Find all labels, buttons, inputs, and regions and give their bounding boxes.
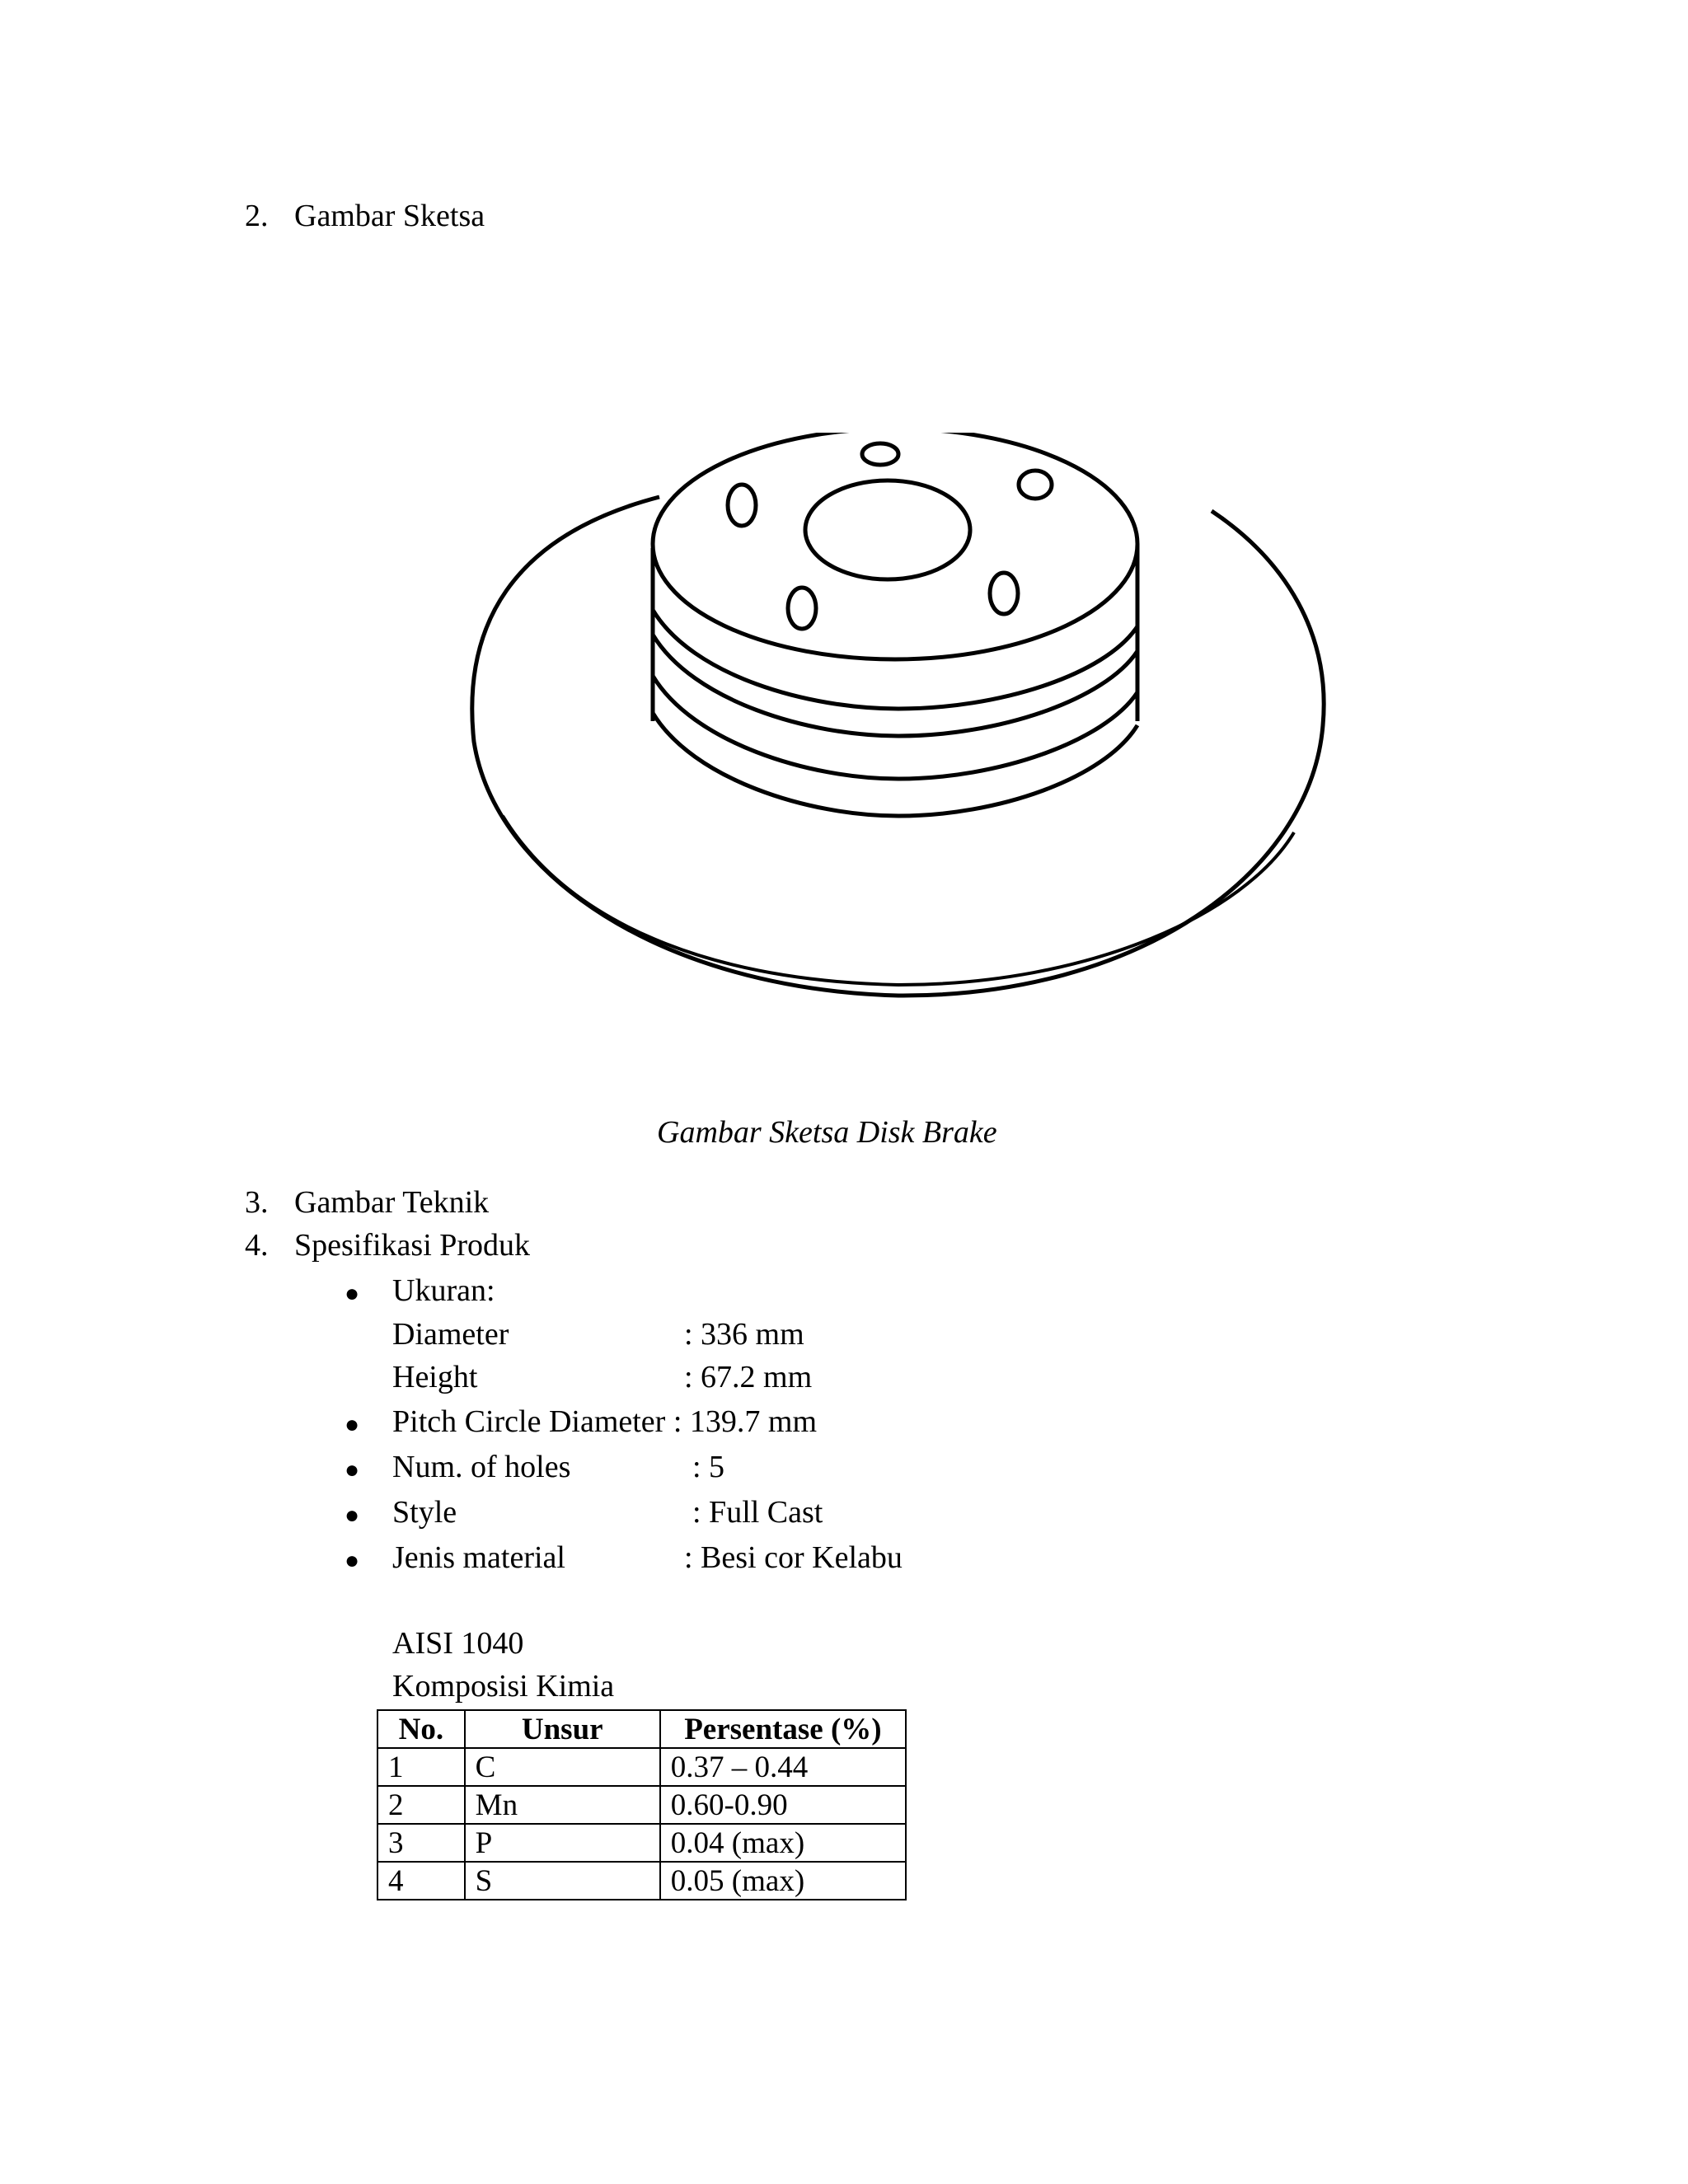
- diameter-label: Diameter: [392, 1317, 509, 1352]
- table-row: [377, 1824, 906, 1862]
- row-unsur: C: [465, 1748, 660, 1786]
- hub-ring-3: [653, 676, 1137, 779]
- table-row: [377, 1748, 906, 1786]
- hub-ring-2: [653, 635, 1137, 736]
- section-2-number: 2.: [245, 199, 269, 233]
- row-persentase: 0.05 (max): [660, 1862, 906, 1900]
- hub-ring-4: [653, 713, 1137, 816]
- center-bore: [805, 480, 970, 579]
- diameter-value: : 336 mm: [684, 1317, 804, 1352]
- height-value: : 67.2 mm: [684, 1360, 813, 1394]
- row-no: 3: [377, 1824, 465, 1862]
- disk-lower-edge: [503, 816, 1294, 985]
- ukuran-label: Ukuran:: [392, 1273, 495, 1308]
- section-2-title: Gambar Sketsa: [294, 199, 485, 233]
- hub-top-face: [653, 433, 1137, 659]
- table-header-row: [377, 1710, 906, 1748]
- pcd-spec: Pitch Circle Diameter : 139.7 mm: [392, 1404, 818, 1439]
- row-persentase: 0.37 – 0.44: [660, 1748, 906, 1786]
- table-row: [377, 1786, 906, 1824]
- bolt-hole-5: [788, 588, 816, 629]
- bullet-icon: ●: [345, 1280, 360, 1307]
- material-label: Jenis material: [392, 1540, 565, 1575]
- row-unsur: S: [465, 1862, 660, 1900]
- row-no: 4: [377, 1862, 465, 1900]
- header-unsur: Unsur: [465, 1710, 660, 1748]
- row-unsur: Mn: [465, 1786, 660, 1824]
- bolt-hole-4: [990, 573, 1018, 614]
- section-4-number: 4.: [245, 1228, 269, 1263]
- disk-brake-sketch: [462, 433, 1335, 1026]
- header-persentase: Persentase (%): [660, 1710, 906, 1748]
- row-no: 2: [377, 1786, 465, 1824]
- section-4-title: Spesifikasi Produk: [294, 1228, 531, 1263]
- style-label: Style: [392, 1495, 457, 1530]
- material-value: : Besi cor Kelabu: [684, 1540, 903, 1575]
- row-persentase: 0.60-0.90: [660, 1786, 906, 1824]
- row-persentase: 0.04 (max): [660, 1824, 906, 1862]
- header-no: No.: [377, 1710, 465, 1748]
- figure-caption: Gambar Sketsa Disk Brake: [657, 1115, 997, 1150]
- row-no: 1: [377, 1748, 465, 1786]
- row-unsur: P: [465, 1824, 660, 1862]
- bolt-hole-3: [728, 485, 756, 526]
- section-3-number: 3.: [245, 1185, 269, 1220]
- height-label: Height: [392, 1360, 478, 1394]
- bullet-icon: ●: [345, 1502, 360, 1529]
- style-value: : Full Cast: [692, 1495, 823, 1530]
- bolt-hole-2: [1019, 471, 1052, 499]
- bullet-icon: ●: [345, 1456, 360, 1483]
- holes-value: : 5: [692, 1450, 725, 1484]
- composition-table: [377, 1709, 907, 1900]
- holes-label: Num. of holes: [392, 1450, 571, 1484]
- bullet-icon: ●: [345, 1547, 360, 1574]
- section-3-title: Gambar Teknik: [294, 1185, 490, 1220]
- komposisi-label: Komposisi Kimia: [392, 1669, 615, 1704]
- table-row: [377, 1862, 906, 1900]
- disk-outer-rim: [472, 497, 1324, 996]
- bolt-hole-1: [862, 443, 898, 465]
- aisi-label: AISI 1040: [392, 1626, 524, 1661]
- bullet-icon: ●: [345, 1411, 360, 1438]
